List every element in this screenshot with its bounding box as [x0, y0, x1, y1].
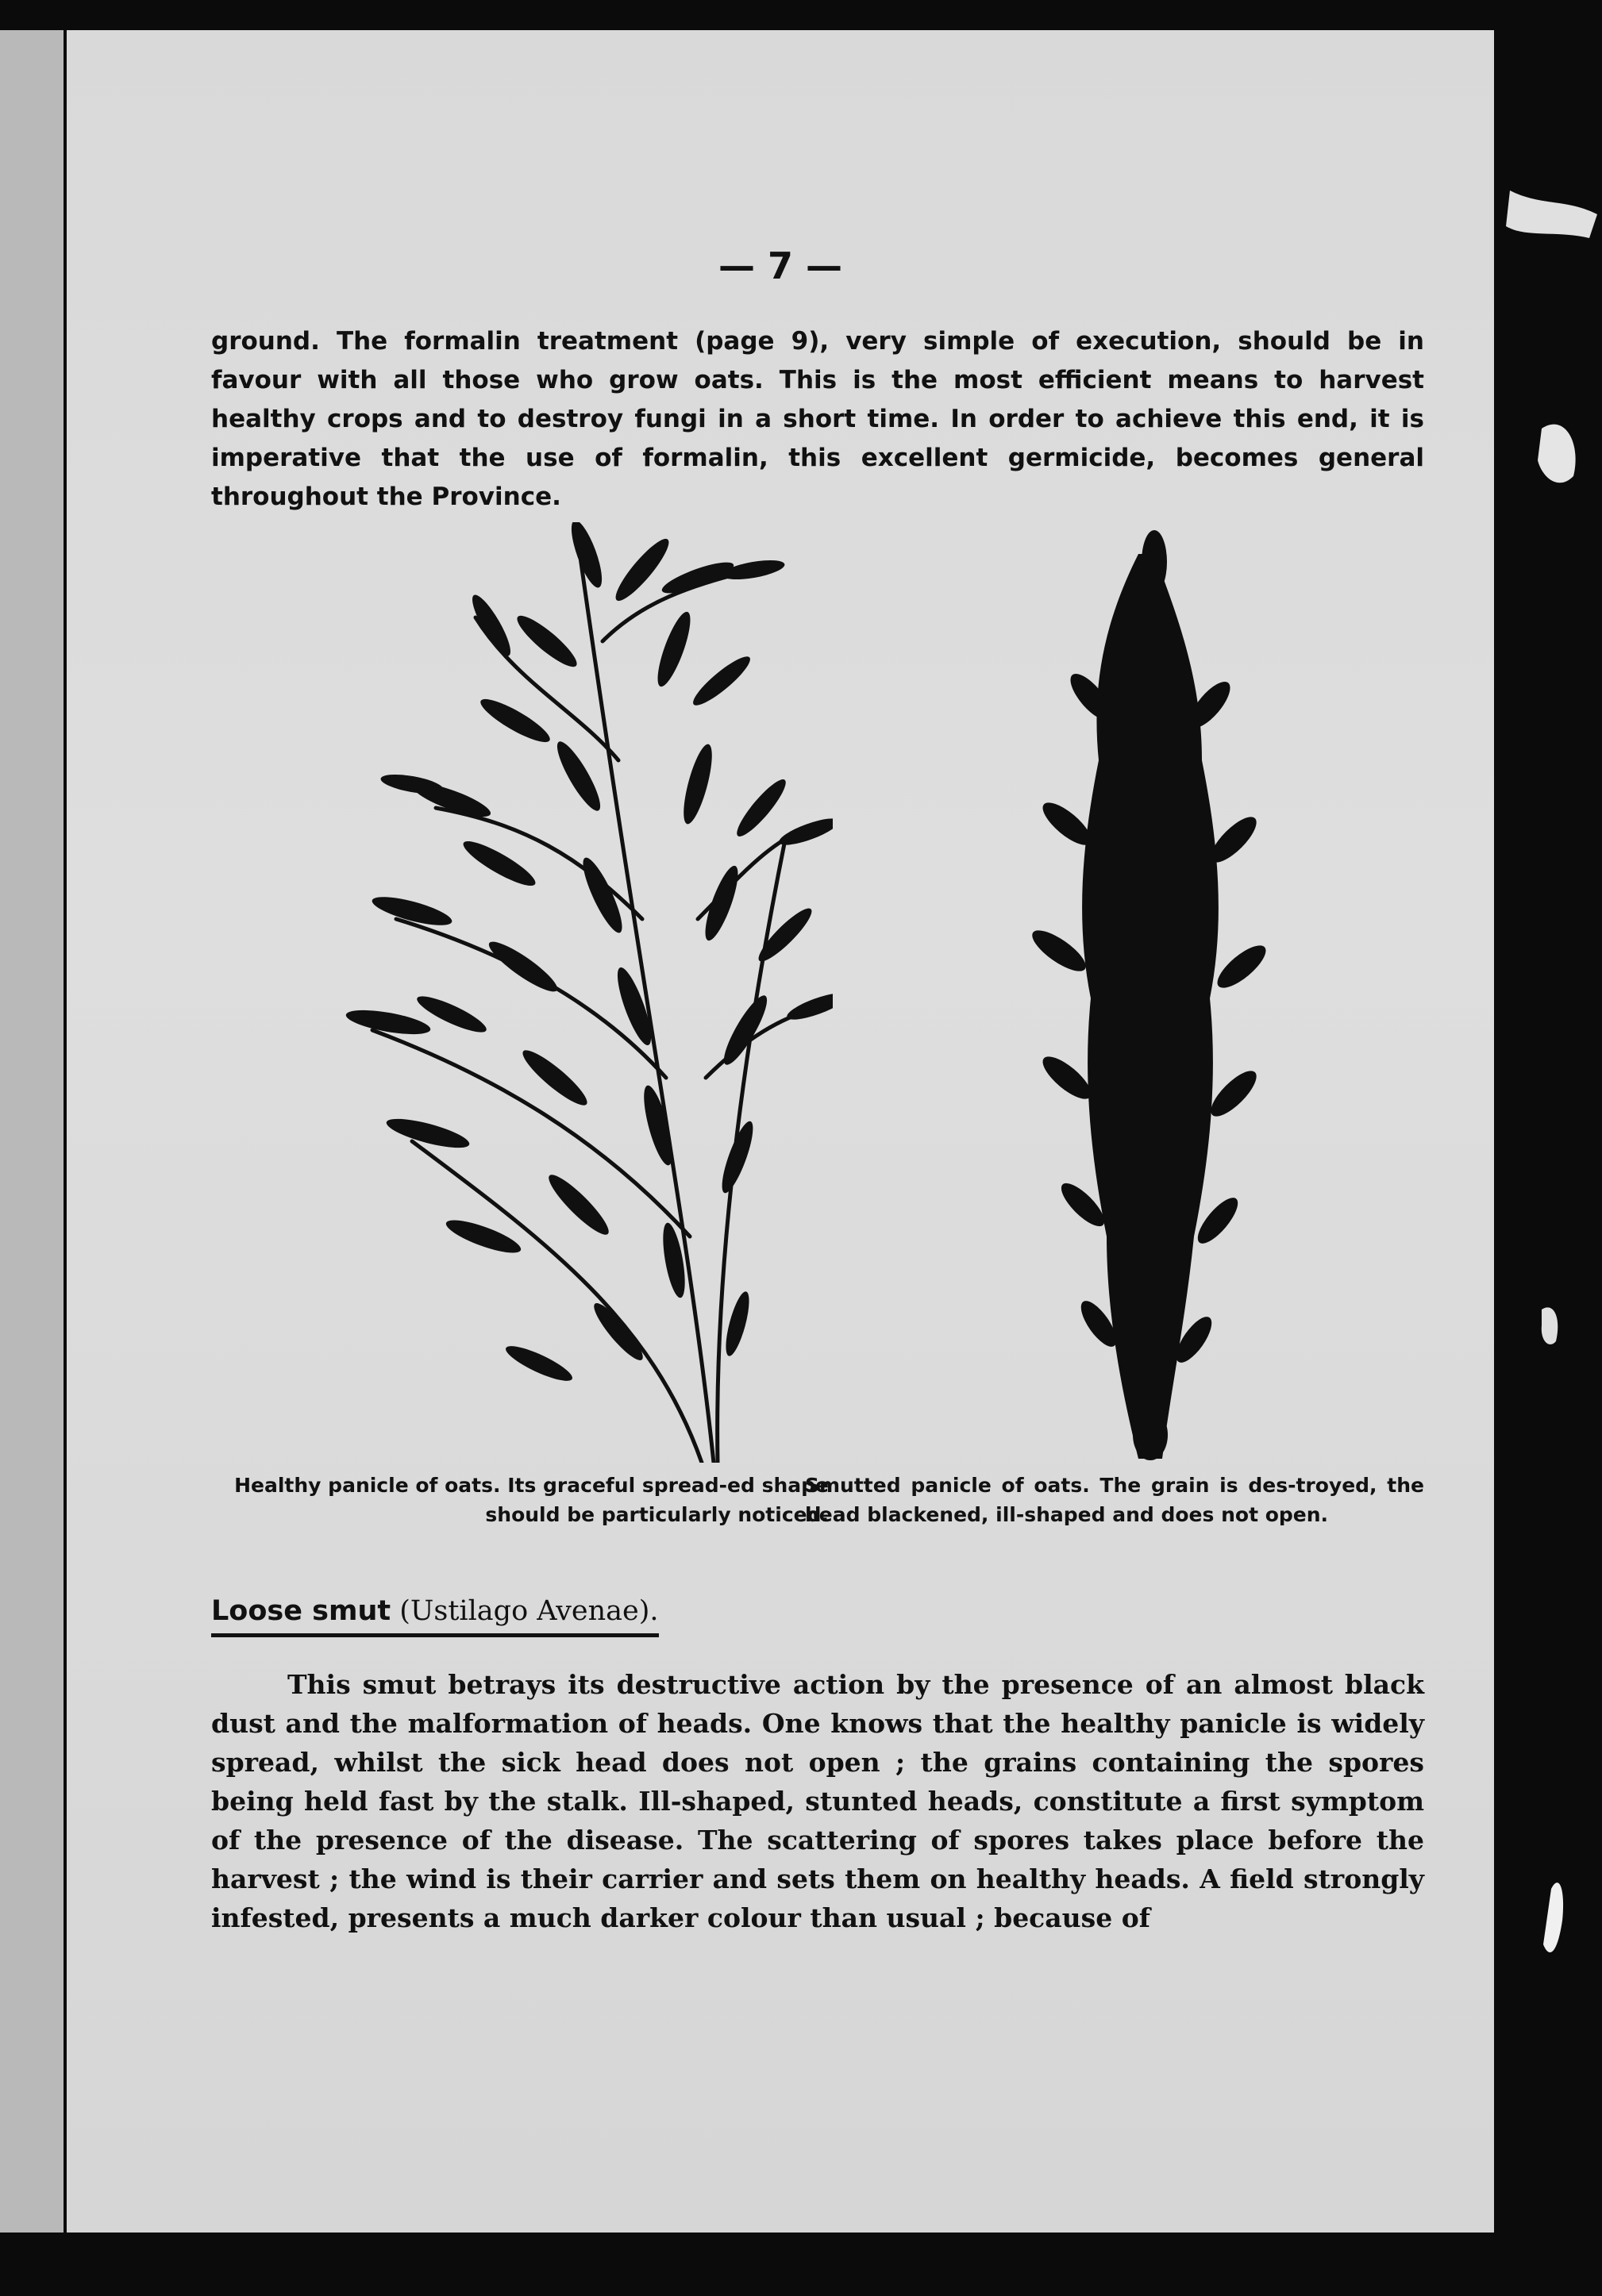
- smutted-panicle-caption: Smutted panicle of oats. The grain is des-troyed, the head blackened, ill-shaped and does not open.: [805, 1474, 1424, 1526]
- section-heading: [211, 1594, 659, 1637]
- page-number: — 7 —: [718, 244, 843, 287]
- scanned-page: [67, 30, 1494, 2233]
- scan-edge-specks: [1494, 0, 1602, 2296]
- heading-latin-name: (Ustilago Avenae).: [391, 1595, 659, 1627]
- intro-paragraph: ground. The formalin treatment (page 9), very simple of execution, should be in favour with all those who grow oats. This is the most efficient means to harvest healthy crops and to destroy fungi in a short time. In order to achieve this end, it is imperative that the use of formalin, this excellent germicide, becomes general throughout the Province.: [211, 327, 1424, 511]
- smutted-panicle-illustration: [972, 522, 1305, 1463]
- loose-smut-paragraph: This smut betrays its destructive action by the presence of an almost black dust and the malformation of heads. One knows that the healthy panicle is widely spread, whilst the sick head does not open ; the grains containing the spores being held fast by the stalk. Ill-shaped, stunted heads, constitute a first symptom of the presence of the disease. The scattering of spores takes place before the harvest ; the wind is their carrier and sets them on healthy heads. A field strongly infested, presents a much darker colour than usual ; because of: [211, 1669, 1424, 1933]
- adjacent-page-edge: [0, 30, 64, 2233]
- heading-bold: Loose smut: [211, 1595, 391, 1627]
- healthy-panicle-illustration: [341, 522, 833, 1463]
- healthy-panicle-caption: Healthy panicle of oats. Its graceful spread-ed shape should be particularly noticed.: [234, 1474, 829, 1526]
